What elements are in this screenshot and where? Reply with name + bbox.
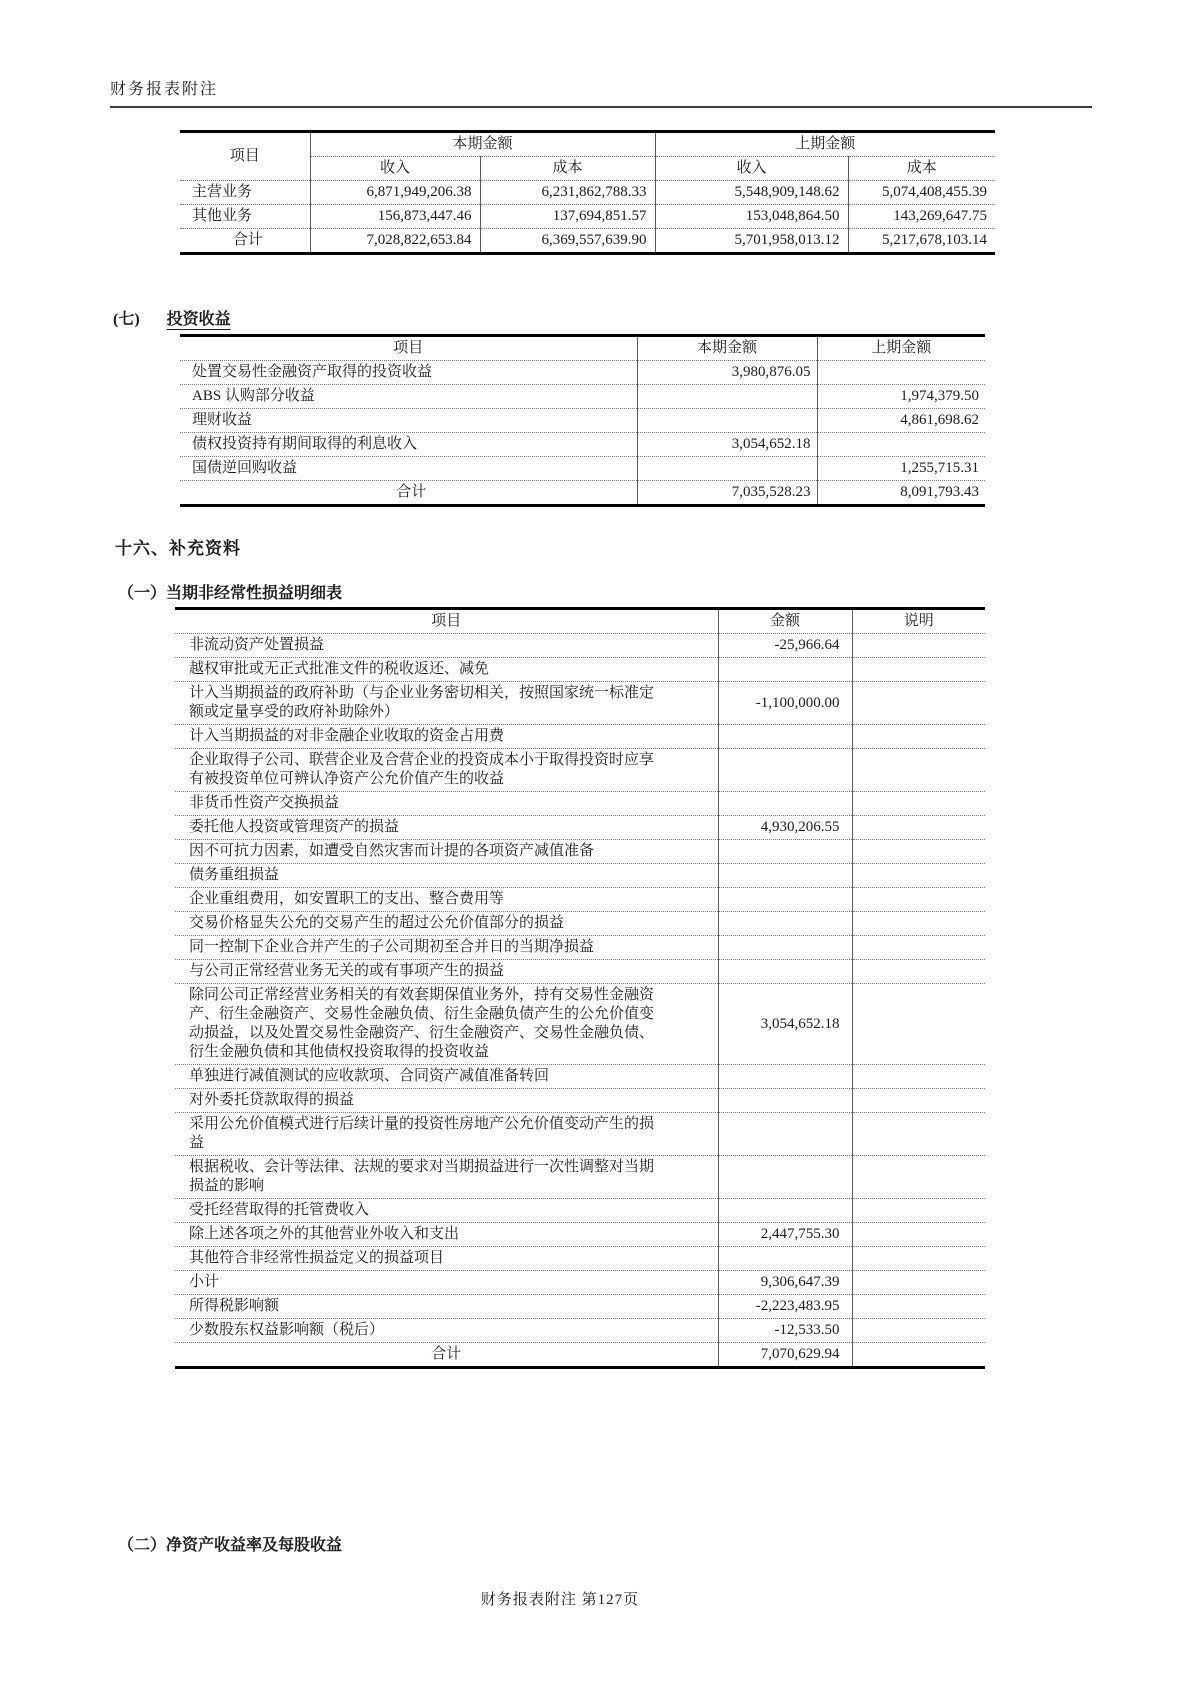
subsection-nonrecurring-heading: （一）当期非经常性损益明细表 xyxy=(118,585,343,602)
table-row xyxy=(180,361,985,385)
item-cell: 少数股东权益影响额（税后） xyxy=(175,1319,718,1343)
note-cell xyxy=(852,725,985,749)
table-row xyxy=(175,840,985,864)
amount-cell: 1,974,379.50 xyxy=(817,385,985,409)
note-cell xyxy=(852,960,985,984)
note-cell xyxy=(852,1156,985,1199)
amount-cell: 1,255,715.31 xyxy=(817,457,985,481)
table-row xyxy=(175,936,985,960)
table-row xyxy=(175,816,985,840)
amount-cell: 5,074,408,455.39 xyxy=(848,181,995,205)
item-cell: 除上述各项之外的其他营业外收入和支出 xyxy=(175,1223,718,1247)
table-row xyxy=(175,1199,985,1223)
amount-cell xyxy=(637,409,817,433)
amount-cell xyxy=(718,1199,852,1223)
amount-cell: 3,980,876.05 xyxy=(637,361,817,385)
note-cell xyxy=(852,888,985,912)
table-row xyxy=(180,433,985,457)
note-cell xyxy=(852,1319,985,1343)
item-cell: 理财收益 xyxy=(180,409,637,433)
table-row xyxy=(180,385,985,409)
item-cell: 计入当期损益的对非金融企业收取的资金占用费 xyxy=(175,725,718,749)
amount-cell: 7,070,629.94 xyxy=(718,1343,852,1368)
item-cell: 所得税影响额 xyxy=(175,1295,718,1319)
nonrecurring-items-table xyxy=(175,607,985,1369)
amount-cell xyxy=(718,658,852,682)
col-header-amount: 金额 xyxy=(718,609,852,634)
note-cell xyxy=(852,936,985,960)
table-row xyxy=(175,1247,985,1271)
table-row xyxy=(175,1156,985,1199)
section-title: 投资收益 xyxy=(166,311,231,328)
item-cell: 计入当期损益的政府补助（与企业业务密切相关，按照国家统一标准定额或定量享受的政府补助除外） xyxy=(175,682,718,725)
item-cell: 处置交易性金融资产取得的投资收益 xyxy=(180,361,637,385)
amount-cell xyxy=(817,361,985,385)
table-row xyxy=(175,912,985,936)
item-cell: 委托他人投资或管理资产的损益 xyxy=(175,816,718,840)
col-header-prior-income: 收入 xyxy=(655,157,848,181)
item-cell: 受托经营取得的托管费收入 xyxy=(175,1199,718,1223)
note-cell xyxy=(852,816,985,840)
amount-cell: 3,054,652.18 xyxy=(637,433,817,457)
amount-cell xyxy=(817,433,985,457)
investment-income-table xyxy=(180,334,985,507)
item-cell: 非货币性资产交换损益 xyxy=(175,792,718,816)
col-header-item: 项目 xyxy=(175,609,718,634)
table-row xyxy=(175,960,985,984)
amount-cell xyxy=(637,385,817,409)
amount-cell: -12,533.50 xyxy=(718,1319,852,1343)
amount-cell: 9,306,647.39 xyxy=(718,1271,852,1295)
note-cell xyxy=(852,1343,985,1368)
item-cell: 单独进行减值测试的应收款项、合同资产减值准备转回 xyxy=(175,1065,718,1089)
col-header-current-group: 本期金额 xyxy=(310,132,655,157)
amount-cell xyxy=(718,792,852,816)
note-cell xyxy=(852,1295,985,1319)
col-header-prior-cost: 成本 xyxy=(848,157,995,181)
table-row xyxy=(180,181,995,205)
item-cell: 主营业务 xyxy=(180,181,310,205)
table-row xyxy=(175,1319,985,1343)
item-cell: 除同公司正常经营业务相关的有效套期保值业务外，持有交易性金融资产、衍生金融资产、交易性金融负债、衍生金融负债产生的公允价值变动损益，以及处置交易性金融资产、衍生金融资产、交易性金融负债、衍生金融负债和其他债权投资取得的投资收益 xyxy=(175,984,718,1065)
item-cell: 非流动资产处置损益 xyxy=(175,634,718,658)
table-row xyxy=(175,1089,985,1113)
note-cell xyxy=(852,1065,985,1089)
note-cell xyxy=(852,634,985,658)
note-cell xyxy=(852,682,985,725)
amount-cell: 8,091,793.43 xyxy=(817,481,985,506)
col-header-prior-group: 上期金额 xyxy=(655,132,995,157)
table-total-row xyxy=(175,1343,985,1368)
table-row xyxy=(175,658,985,682)
item-cell: ABS 认购部分收益 xyxy=(180,385,637,409)
note-cell xyxy=(852,912,985,936)
item-cell: 同一控制下企业合并产生的子公司期初至合并日的当期净损益 xyxy=(175,936,718,960)
item-cell: 债务重组损益 xyxy=(175,864,718,888)
amount-cell xyxy=(718,1247,852,1271)
section-number: (七) xyxy=(113,311,140,328)
table-row xyxy=(180,457,985,481)
amount-cell: 5,217,678,103.14 xyxy=(848,229,995,254)
item-cell: 其他业务 xyxy=(180,205,310,229)
amount-cell: 6,231,862,788.33 xyxy=(480,181,655,205)
note-cell xyxy=(852,792,985,816)
item-cell: 其他符合非经常性损益定义的损益项目 xyxy=(175,1247,718,1271)
amount-cell: 6,871,949,206.38 xyxy=(310,181,480,205)
table-row xyxy=(175,792,985,816)
amount-cell xyxy=(718,864,852,888)
note-cell xyxy=(852,1089,985,1113)
amount-cell xyxy=(718,888,852,912)
col-header-current-cost: 成本 xyxy=(480,157,655,181)
table-row xyxy=(175,634,985,658)
income-cost-table xyxy=(180,130,995,255)
amount-cell: 4,930,206.55 xyxy=(718,816,852,840)
table-header-row xyxy=(180,132,995,157)
total-label-cell: 合计 xyxy=(232,232,263,248)
col-header-item: 项目 xyxy=(180,132,310,181)
table-header-row xyxy=(180,336,985,361)
table-row xyxy=(175,1223,985,1247)
amount-cell xyxy=(718,725,852,749)
amount-cell: 4,861,698.62 xyxy=(817,409,985,433)
amount-cell: -2,223,483.95 xyxy=(718,1295,852,1319)
section-supplementary-heading: 十六、补充资料 xyxy=(115,539,241,558)
table-row xyxy=(175,1065,985,1089)
item-cell: 交易价格显失公允的交易产生的超过公允价值部分的损益 xyxy=(175,912,718,936)
item-cell: 债权投资持有期间取得的利息收入 xyxy=(180,433,637,457)
table-row xyxy=(175,864,985,888)
table-header-row xyxy=(175,609,985,634)
amount-cell xyxy=(718,1156,852,1199)
note-cell xyxy=(852,749,985,792)
total-label-cell: 合计 xyxy=(396,484,427,500)
table-row xyxy=(175,682,985,725)
amount-cell: 137,694,851.57 xyxy=(480,205,655,229)
table-subtotal-row xyxy=(175,1271,985,1295)
col-header-note: 说明 xyxy=(852,609,985,634)
amount-cell: 6,369,557,639.90 xyxy=(480,229,655,254)
amount-cell xyxy=(718,912,852,936)
note-cell xyxy=(852,984,985,1065)
amount-cell xyxy=(718,840,852,864)
amount-cell xyxy=(718,1089,852,1113)
amount-cell: 7,028,822,653.84 xyxy=(310,229,480,254)
item-cell: 因不可抗力因素，如遭受自然灾害而计提的各项资产减值准备 xyxy=(175,840,718,864)
col-header-current-income: 收入 xyxy=(310,157,480,181)
item-cell: 对外委托贷款取得的损益 xyxy=(175,1089,718,1113)
item-cell: 国债逆回购收益 xyxy=(180,457,637,481)
section-investment-income-heading xyxy=(113,306,231,329)
page-footer: 财务报表附注 第127页 xyxy=(480,1592,640,1608)
amount-cell: 5,548,909,148.62 xyxy=(655,181,848,205)
amount-cell xyxy=(718,1065,852,1089)
table-row xyxy=(175,984,985,1065)
note-cell xyxy=(852,1113,985,1156)
amount-cell: -1,100,000.00 xyxy=(718,682,852,725)
note-cell xyxy=(852,1247,985,1271)
amount-cell xyxy=(718,960,852,984)
total-label-cell: 合计 xyxy=(431,1346,462,1362)
note-cell xyxy=(852,1199,985,1223)
table-row xyxy=(180,205,995,229)
amount-cell: -25,966.64 xyxy=(718,634,852,658)
subtotal-label-cell: 小计 xyxy=(175,1271,718,1295)
amount-cell xyxy=(718,1113,852,1156)
item-cell: 与公司正常经营业务无关的或有事项产生的损益 xyxy=(175,960,718,984)
amount-cell: 7,035,528.23 xyxy=(637,481,817,506)
amount-cell: 156,873,447.46 xyxy=(310,205,480,229)
amount-cell xyxy=(637,457,817,481)
note-cell xyxy=(852,1271,985,1295)
item-cell: 企业取得子公司、联营企业及合营企业的投资成本小于取得投资时应享有被投资单位可辨认净资产公允价值产生的收益 xyxy=(175,749,718,792)
table-row xyxy=(180,409,985,433)
table-row xyxy=(175,888,985,912)
amount-cell: 5,701,958,013.12 xyxy=(655,229,848,254)
note-cell xyxy=(852,840,985,864)
subsection-roe-eps-heading: （二）净资产收益率及每股收益 xyxy=(118,1537,343,1554)
table-row xyxy=(175,1295,985,1319)
table-row xyxy=(175,725,985,749)
note-cell xyxy=(852,1223,985,1247)
note-cell xyxy=(852,658,985,682)
amount-cell xyxy=(718,749,852,792)
item-cell: 根据税收、会计等法律、法规的要求对当期损益进行一次性调整对当期损益的影响 xyxy=(175,1156,718,1199)
amount-cell: 143,269,647.75 xyxy=(848,205,995,229)
amount-cell: 3,054,652.18 xyxy=(718,984,852,1065)
item-cell: 采用公允价值模式进行后续计量的投资性房地产公允价值变动产生的损益 xyxy=(175,1113,718,1156)
col-header-current: 本期金额 xyxy=(637,336,817,361)
item-cell: 越权审批或无正式批准文件的税收返还、减免 xyxy=(175,658,718,682)
table-row xyxy=(175,749,985,792)
table-total-row xyxy=(180,229,995,254)
note-cell xyxy=(852,864,985,888)
amount-cell xyxy=(718,936,852,960)
amount-cell: 2,447,755.30 xyxy=(718,1223,852,1247)
table-row xyxy=(175,1113,985,1156)
col-header-prior: 上期金额 xyxy=(817,336,985,361)
col-header-item: 项目 xyxy=(180,336,637,361)
item-cell: 企业重组费用，如安置职工的支出、整合费用等 xyxy=(175,888,718,912)
amount-cell: 153,048,864.50 xyxy=(655,205,848,229)
page-header-title: 财务报表附注 xyxy=(110,76,1092,108)
table-total-row xyxy=(180,481,985,506)
